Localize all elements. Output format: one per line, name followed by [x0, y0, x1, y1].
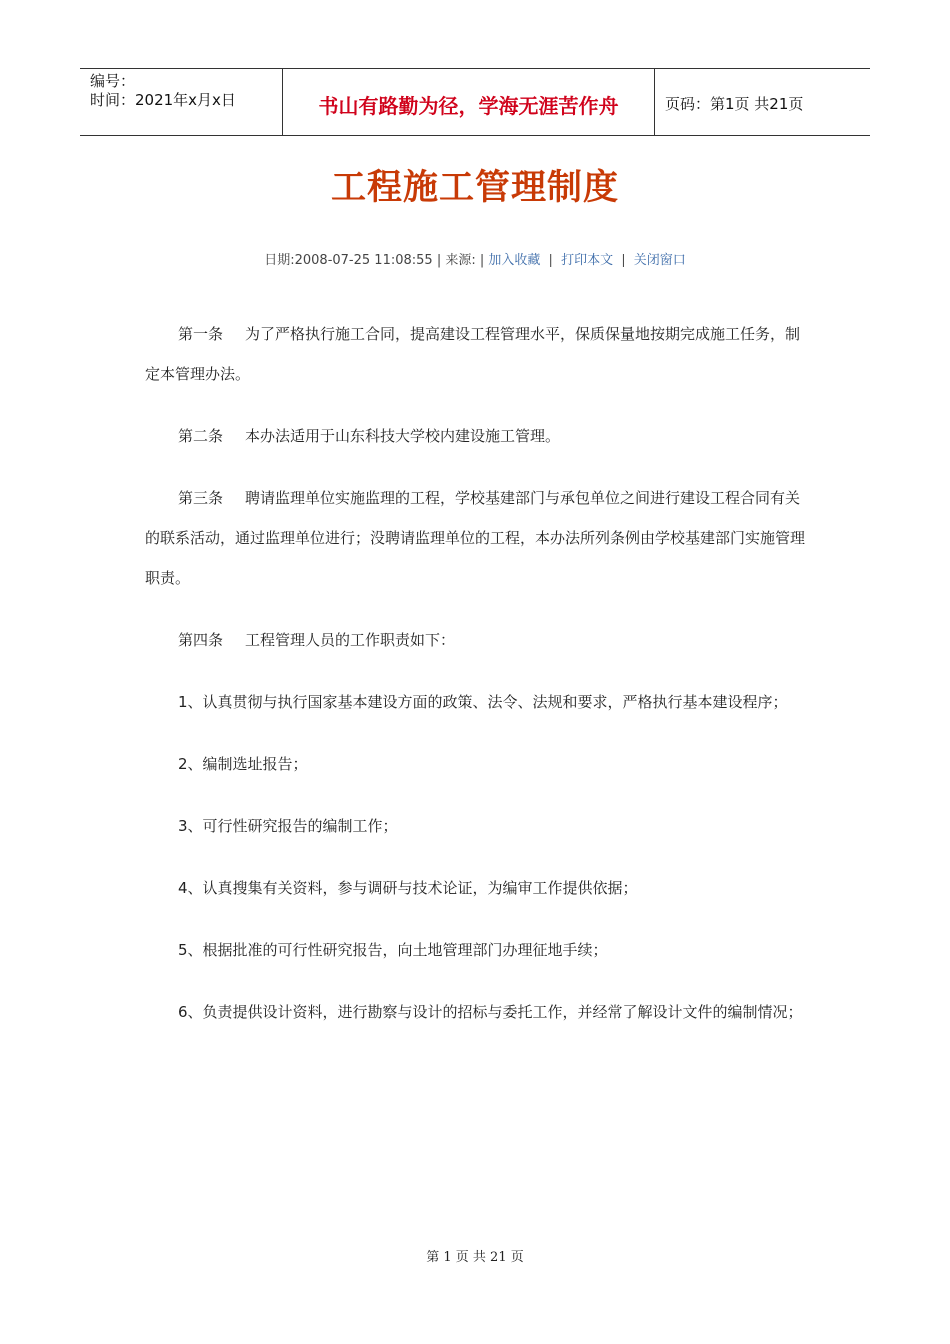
list-item [145, 682, 810, 722]
list-item [145, 992, 810, 1032]
print-article-link[interactable]: 打印本文 [561, 253, 614, 268]
list-item-number: 1 [178, 693, 188, 711]
article-paragraph [145, 416, 810, 456]
list-item [145, 930, 810, 970]
document-header [80, 68, 870, 136]
article-paragraph [145, 314, 810, 394]
article-paragraph [145, 620, 810, 660]
meta-separator: | [548, 253, 553, 268]
document-body [145, 314, 810, 1054]
close-window-link[interactable]: 关闭窗口 [633, 253, 686, 268]
list-item-number: 2 [178, 755, 188, 773]
header-info-cell [80, 69, 282, 135]
list-item-text: 、编制选址报告； [187, 755, 308, 773]
list-item [145, 806, 810, 846]
document-title: 工程施工管理制度 [330, 168, 619, 208]
list-item-text: 、根据批准的可行性研究报告，向土地管理部门办理征地手续； [187, 941, 608, 959]
article-text: 工程管理人员的工作职责如下： [245, 631, 456, 649]
list-item [145, 868, 810, 908]
add-favorite-link[interactable]: 加入收藏 [488, 253, 541, 268]
list-item-number: 3 [178, 817, 188, 835]
list-item-text: 、认真搜集有关资料，参与调研与技术论证，为编审工作提供依据； [187, 879, 638, 897]
article-label: 第四条 [178, 631, 224, 649]
article-paragraph [145, 478, 810, 598]
page-footer: 第 1 页 共 21 页 [426, 1250, 524, 1265]
list-item-number: 4 [178, 879, 188, 897]
article-text: 为了严格执行施工合同，提高建设工程管理水平，保质保量地按期完成施工任务，制定本管理办法。 [145, 325, 801, 383]
header-motto: 书山有路勤为径，学海无涯苦作舟 [282, 69, 655, 135]
article-text: 聘请监理单位实施监理的工程，学校基建部门与承包单位之间进行建设工程合同有关的联系活动，通过监理单位进行；没聘请监理单位的工程，本办法所列条例由学校基建部门实施管理职责。 [145, 489, 806, 587]
list-item-number: 5 [178, 941, 188, 959]
list-item-text: 、认真贯彻与执行国家基本建设方面的政策、法令、法规和要求，严格执行基本建设程序； [187, 693, 788, 711]
meta-line [0, 249, 950, 268]
article-label: 第二条 [178, 427, 224, 445]
article-label: 第一条 [178, 325, 224, 343]
serial-label: 编号： [90, 72, 136, 90]
list-item-text: 、可行性研究报告的编制工作； [187, 817, 398, 835]
article-text: 本办法适用于山东科技大学校内建设施工管理。 [245, 427, 561, 445]
list-item-text: 、负责提供设计资料，进行勘察与设计的招标与委托工作，并经常了解设计文件的编制情况； [187, 1003, 803, 1021]
time-label: 时间：2021年x月x日 [90, 91, 236, 109]
article-label: 第三条 [178, 489, 224, 507]
meta-separator: | [621, 253, 626, 268]
list-item-number: 6 [178, 1003, 188, 1021]
header-page-info: 页码：第1页 共21页 [665, 94, 804, 113]
meta-date: 日期:2008-07-25 11:08:55 | 来源: | [264, 253, 485, 268]
list-item [145, 744, 810, 784]
